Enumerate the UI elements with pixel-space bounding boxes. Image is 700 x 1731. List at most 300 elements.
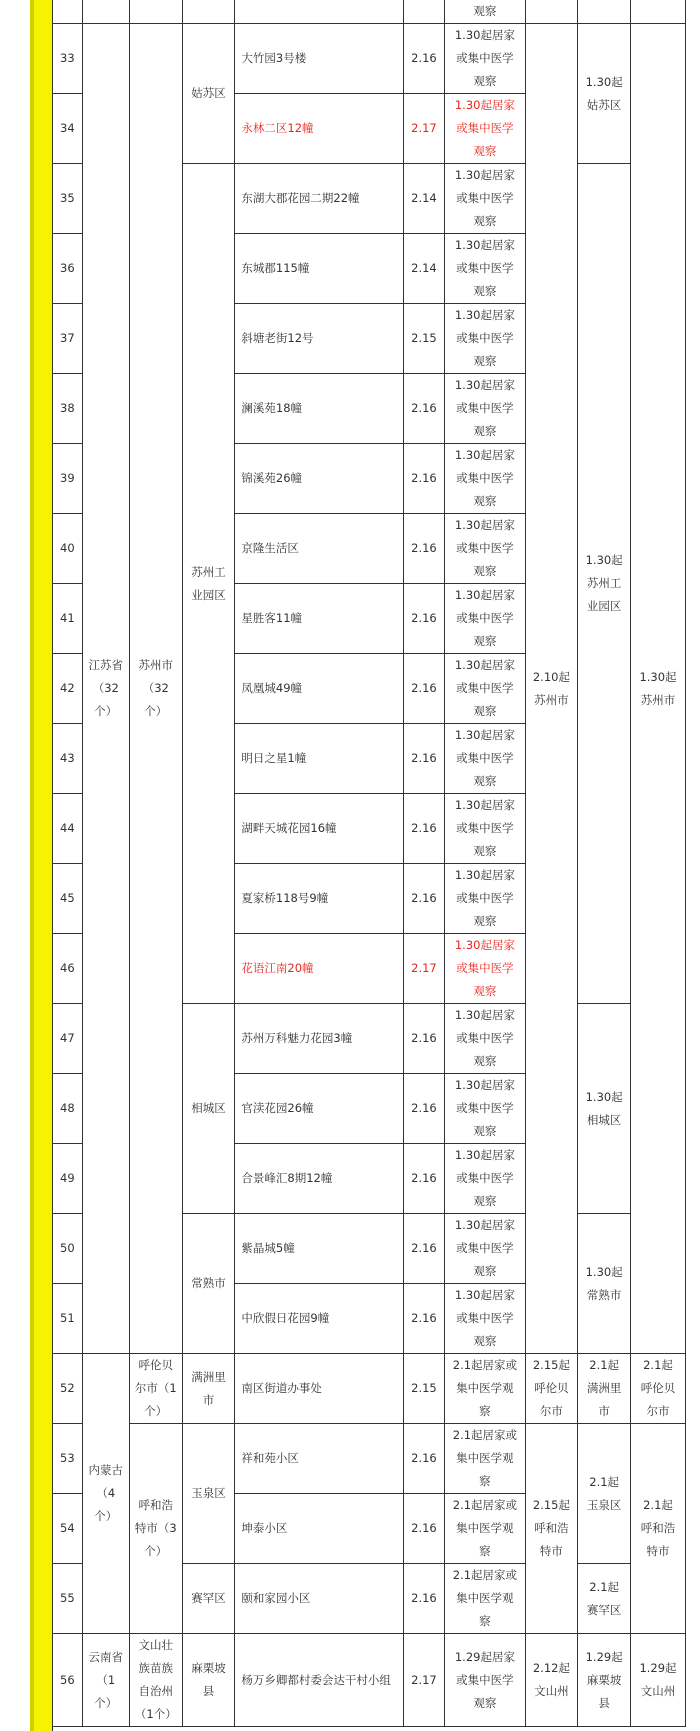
address-cell-text: 合景峰汇8期12幢	[241, 1171, 333, 1185]
observation-cell-text: 2.1起居家或	[452, 1568, 518, 1582]
district-start-cell	[578, 1634, 631, 1727]
observation-cell-text: 1.30起居家	[454, 1148, 515, 1162]
date-cell	[403, 164, 445, 234]
observation-cell-text: 观察	[473, 914, 497, 928]
observation-cell-text: 1.30起居家	[454, 1078, 515, 1092]
date-cell-text: 2.16	[411, 1311, 437, 1325]
row-number-cell-text: 46	[60, 961, 75, 975]
observation-cell	[445, 724, 525, 794]
address-cell	[235, 864, 403, 934]
observation-cell	[445, 654, 525, 724]
district-start-cell-text: 1.29起	[585, 1649, 623, 1664]
district-cell-text: 苏州工	[191, 564, 226, 579]
address-cell	[235, 934, 403, 1004]
address-cell-text: 星胜客11幢	[241, 611, 303, 625]
observation-cell-text: 或集中医学	[456, 541, 514, 555]
district-start-cell-text: 县	[598, 1695, 610, 1710]
district-start-cell-text: 满洲里	[586, 1381, 622, 1395]
date-cell-text: 2.17	[411, 961, 437, 975]
observation-cell	[445, 1074, 525, 1144]
district-start-cell-text: 苏州工	[586, 576, 622, 590]
row-number-cell-text: 44	[60, 821, 75, 835]
observation-cell	[445, 1354, 525, 1424]
province-cell-text: 内蒙古	[88, 1463, 124, 1477]
address-cell	[235, 1214, 403, 1284]
district-start-cell	[578, 1564, 631, 1634]
date-cell-text: 2.16	[411, 471, 437, 485]
city-start-cell	[525, 1634, 578, 1727]
date-cell-text: 2.16	[411, 1591, 437, 1605]
table-row	[53, 1424, 686, 1494]
address-cell	[235, 304, 403, 374]
region-start-cell-text: 苏州市	[640, 692, 676, 707]
row-number-cell-text: 53	[60, 1451, 75, 1465]
row-number-cell	[53, 1634, 83, 1727]
row-number-cell	[53, 234, 83, 304]
address-cell	[235, 94, 403, 164]
observation-cell-text: 或集中医学	[456, 1672, 514, 1687]
province-cell	[82, 1634, 129, 1727]
observation-cell-text: 观察	[473, 1695, 497, 1710]
region-start-cell-text: 2.1起	[643, 1358, 673, 1372]
address-cell-text: 官渎花园26幢	[241, 1101, 314, 1115]
province-cell-text: 江苏省	[88, 658, 124, 672]
date-cell	[403, 24, 445, 94]
city-start-cell-text: 2.12起	[532, 1661, 570, 1675]
observation-cell	[445, 1424, 525, 1494]
row-number-cell	[53, 1354, 83, 1424]
observation-cell-text: 或集中医学	[456, 191, 514, 205]
observation-cell-text: 察	[479, 1614, 491, 1628]
city-cell	[129, 1424, 182, 1634]
row-number-cell	[53, 794, 83, 864]
district-start-cell-text: 业园区	[586, 599, 622, 613]
district-cell-text: 县	[202, 1684, 215, 1698]
district-start-cell-text: 姑苏区	[586, 97, 622, 112]
city-cell-text: 自治州	[138, 1684, 174, 1698]
city-cell-text: 特市（3	[134, 1521, 177, 1535]
observation-cell-text: 观察	[473, 704, 497, 718]
region-start-cell-text: 呼和浩	[640, 1521, 676, 1535]
row-number-cell-text: 55	[60, 1591, 75, 1605]
district-cell	[182, 24, 235, 164]
observation-cell	[445, 304, 525, 374]
district-start-cell-text: 2.1起	[589, 1358, 620, 1372]
district-cell-text: 满洲里	[191, 1369, 226, 1384]
province-cell-text: （1	[96, 1672, 116, 1687]
observation-cell-text: 观察	[473, 774, 497, 788]
row-number-cell-text: 48	[60, 1101, 75, 1115]
row-number-cell	[53, 164, 83, 234]
district-cell-text: 市	[202, 1392, 215, 1407]
observation-cell-text: 观察	[473, 1054, 497, 1068]
district-start-cell-text: 市	[598, 1404, 610, 1418]
row-number-cell	[53, 654, 83, 724]
row-number-cell	[53, 1564, 83, 1634]
observation-cell	[445, 94, 525, 164]
address-cell-text: 南区街道办事处	[241, 1381, 322, 1395]
address-cell	[235, 794, 403, 864]
city-cell-text: 呼伦贝	[138, 1358, 174, 1372]
row-number-cell	[53, 94, 83, 164]
observation-cell-text: 1.29起居家	[454, 1649, 515, 1664]
city-start-cell-text: 2.15起	[532, 1498, 570, 1512]
date-cell	[403, 304, 445, 374]
region-start-cell	[631, 24, 686, 1354]
address-cell-text: 东城郡115幢	[241, 261, 310, 275]
row-number-cell-text: 47	[60, 1031, 75, 1045]
address-cell	[235, 234, 403, 304]
province-cell-text: 个）	[94, 1695, 118, 1710]
district-start-cell-text: 2.1起	[589, 1474, 620, 1489]
observation-cell-text: 观察	[473, 74, 497, 88]
row-number-cell	[53, 1424, 83, 1494]
date-cell-text: 2.17	[411, 121, 437, 135]
region-start-cell-text: 尔市	[646, 1404, 670, 1418]
district-start-cell-text: 赛罕区	[586, 1602, 622, 1617]
date-cell	[403, 1564, 445, 1634]
address-cell	[235, 1424, 403, 1494]
observation-cell-text: 观察	[473, 144, 497, 158]
city-cell-text: 个）	[144, 704, 168, 718]
row-number-cell	[53, 864, 83, 934]
city-cell-text: 族苗族	[138, 1661, 174, 1675]
observation-cell-text: 或集中医学	[456, 1171, 514, 1185]
row-number-cell	[53, 584, 83, 654]
row-number-cell	[53, 1074, 83, 1144]
date-cell-text: 2.16	[411, 1031, 437, 1045]
observation-cell	[445, 864, 525, 934]
city-cell	[129, 1354, 182, 1424]
date-cell-text: 2.16	[411, 401, 437, 415]
province-cell-text: 个）	[94, 1509, 118, 1523]
row-number-cell-text: 54	[60, 1521, 75, 1535]
city-cell-text: （1个）	[134, 1707, 177, 1721]
address-cell-text: 京隆生活区	[241, 541, 299, 555]
observation-cell-text: 1.30起居家	[454, 798, 515, 812]
date-cell	[403, 584, 445, 654]
date-cell	[403, 794, 445, 864]
observation-cell	[445, 1004, 525, 1074]
date-cell	[403, 654, 445, 724]
observation-cell-text: 或集中医学	[456, 1031, 514, 1045]
observation-cell-text: 观察	[473, 284, 497, 298]
observation-cell	[445, 934, 525, 1004]
table-row	[53, 0, 686, 24]
observation-cell	[445, 514, 525, 584]
observation-cell-text: 或集中医学	[456, 331, 514, 345]
city-cell	[129, 24, 182, 1354]
city-cell-text: 尔市（1	[134, 1381, 177, 1395]
date-cell	[403, 1354, 445, 1424]
yellow-margin-stripe	[34, 0, 53, 1731]
observation-cell	[445, 1634, 525, 1727]
observation-cell	[445, 234, 525, 304]
date-cell-text: 2.15	[411, 1381, 437, 1395]
row-number-cell	[53, 0, 83, 24]
address-cell-text: 夏家桥118号9幢	[241, 891, 329, 905]
date-cell	[403, 1424, 445, 1494]
address-cell	[235, 24, 403, 94]
observation-cell-text: 1.30起居家	[454, 1008, 515, 1022]
row-number-cell	[53, 1494, 83, 1564]
city-start-cell	[525, 0, 578, 24]
city-cell	[129, 0, 182, 24]
district-start-cell	[578, 1214, 631, 1354]
district-start-cell-text: 1.30起	[585, 1089, 623, 1104]
address-cell-text: 东湖大郡花园二期22幢	[241, 191, 360, 205]
observation-cell	[445, 164, 525, 234]
date-cell	[403, 374, 445, 444]
observation-cell-text: 1.30起居家	[454, 98, 515, 112]
district-cell	[182, 1424, 235, 1564]
observation-cell-text: 或集中医学	[456, 751, 514, 765]
observation-cell-text: 或集中医学	[456, 611, 514, 625]
observation-cell-text: 或集中医学	[456, 961, 514, 975]
address-cell	[235, 1074, 403, 1144]
date-cell-text: 2.16	[411, 1451, 437, 1465]
observation-cell-text: 察	[479, 1544, 491, 1558]
row-number-cell-text: 38	[60, 401, 75, 415]
observation-cell-text: 1.30起居家	[454, 378, 515, 392]
observation-cell	[445, 1564, 525, 1634]
address-cell	[235, 1004, 403, 1074]
address-cell	[235, 1144, 403, 1214]
observation-cell-text: 或集中医学	[456, 1101, 514, 1115]
date-cell	[403, 234, 445, 304]
city-cell-text: 个）	[144, 1404, 168, 1418]
row-number-cell-text: 33	[60, 51, 75, 65]
observation-cell-text: 观察	[473, 4, 497, 18]
region-start-cell-text: 特市	[646, 1544, 670, 1558]
city-start-cell-text: 呼伦贝	[534, 1381, 569, 1395]
address-cell-text: 苏州万科魅力花园3幢	[241, 1031, 353, 1045]
district-cell-text: 麻栗坡	[191, 1661, 226, 1675]
city-start-cell	[525, 1424, 578, 1634]
row-number-cell	[53, 444, 83, 514]
observation-cell-text: 察	[479, 1404, 491, 1418]
row-number-cell-text: 35	[60, 191, 75, 205]
row-number-cell	[53, 304, 83, 374]
row-number-cell-text: 40	[60, 541, 75, 555]
city-start-cell-text: 2.15起	[532, 1358, 570, 1372]
observation-cell-text: 或集中医学	[456, 891, 514, 905]
address-cell	[235, 724, 403, 794]
address-cell-text: 凤凰城49幢	[241, 681, 303, 695]
city-start-cell	[525, 24, 578, 1354]
observation-cell-text: 观察	[473, 844, 497, 858]
district-start-cell	[578, 1354, 631, 1424]
date-cell-text: 2.14	[411, 261, 437, 275]
row-number-cell	[53, 934, 83, 1004]
observation-cell-text: 观察	[473, 354, 497, 368]
address-cell	[235, 1354, 403, 1424]
address-cell-text: 大竹园3号楼	[241, 51, 307, 65]
row-number-cell	[53, 24, 83, 94]
row-number-cell	[53, 374, 83, 444]
district-cell	[182, 1634, 235, 1727]
address-cell-text: 永林二区12幢	[241, 121, 314, 135]
date-cell	[403, 1074, 445, 1144]
district-cell-text: 玉泉区	[191, 1486, 226, 1500]
date-cell-text: 2.14	[411, 191, 437, 205]
district-start-cell-text: 1.30起	[585, 553, 623, 567]
observation-cell	[445, 1144, 525, 1214]
row-number-cell-text: 49	[60, 1171, 75, 1185]
date-cell-text: 2.16	[411, 751, 437, 765]
district-cell-text: 常熟市	[191, 1276, 226, 1290]
observation-cell	[445, 794, 525, 864]
observation-cell-text: 1.30起居家	[454, 1218, 515, 1232]
date-cell-text: 2.15	[411, 331, 437, 345]
region-start-cell-text: 2.1起	[643, 1498, 673, 1512]
observation-cell-text: 观察	[473, 1264, 497, 1278]
district-start-cell	[578, 1424, 631, 1564]
row-number-cell-text: 34	[60, 121, 75, 135]
row-number-cell-text: 42	[60, 681, 75, 695]
observation-cell-text: 观察	[473, 564, 497, 578]
row-number-cell-text: 41	[60, 611, 75, 625]
address-cell	[235, 1494, 403, 1564]
row-number-cell	[53, 1284, 83, 1354]
address-cell-text: 澜溪苑18幢	[241, 401, 303, 415]
observation-cell-text: 或集中医学	[456, 51, 514, 65]
district-start-cell-text: 麻栗坡	[586, 1672, 622, 1687]
address-cell	[235, 164, 403, 234]
table-row	[53, 1354, 686, 1424]
observation-cell-text: 集中医学观	[456, 1591, 514, 1605]
city-start-cell-text: 尔市	[539, 1404, 563, 1418]
address-cell-text: 紫晶城5幢	[241, 1241, 295, 1255]
region-start-cell	[631, 1424, 686, 1634]
date-cell-text: 2.16	[411, 1101, 437, 1115]
observation-cell-text: 1.30起居家	[454, 518, 515, 532]
region-start-cell-text: 文山州	[640, 1684, 676, 1698]
observation-cell-text: 或集中医学	[456, 401, 514, 415]
observation-cell-text: 集中医学观	[456, 1451, 514, 1465]
region-start-cell-text: 1.29起	[639, 1661, 677, 1675]
date-cell	[403, 514, 445, 584]
risk-area-table	[52, 0, 686, 1727]
address-cell	[235, 0, 403, 24]
observation-cell-text: 1.30起居家	[454, 938, 515, 952]
observation-cell-text: 1.30起居家	[454, 728, 515, 742]
province-cell-text: （4	[96, 1486, 116, 1500]
date-cell	[403, 934, 445, 1004]
province-cell	[82, 24, 129, 1354]
city-cell-text: （32	[142, 681, 169, 695]
date-cell	[403, 864, 445, 934]
region-start-cell	[631, 0, 686, 24]
district-start-cell	[578, 24, 631, 164]
observation-cell-text: 或集中医学	[456, 261, 514, 275]
observation-cell-text: 观察	[473, 1194, 497, 1208]
observation-cell	[445, 1494, 525, 1564]
observation-cell-text: 1.30起居家	[454, 448, 515, 462]
observation-cell-text: 1.30起居家	[454, 238, 515, 252]
address-cell	[235, 654, 403, 724]
city-start-cell	[525, 1354, 578, 1424]
city-start-cell-text: 2.10起	[532, 669, 570, 684]
address-cell	[235, 1634, 403, 1727]
address-cell-text: 锦溪苑26幢	[241, 471, 303, 485]
observation-cell-text: 观察	[473, 494, 497, 508]
district-start-cell-text: 相城区	[586, 1112, 622, 1127]
observation-cell	[445, 1284, 525, 1354]
row-number-cell-text: 50	[60, 1241, 75, 1255]
district-cell	[182, 1354, 235, 1424]
row-number-cell	[53, 1144, 83, 1214]
date-cell-text: 2.16	[411, 1241, 437, 1255]
observation-cell-text: 观察	[473, 1124, 497, 1138]
district-start-cell-text: 常熟市	[586, 1287, 622, 1302]
observation-cell-text: 或集中医学	[456, 1311, 514, 1325]
observation-cell-text: 1.30起居家	[454, 588, 515, 602]
observation-cell	[445, 24, 525, 94]
province-cell	[82, 1354, 129, 1634]
address-cell-text: 杨万乡卿都村委会达干村小组	[241, 1672, 391, 1687]
address-cell-text: 斜塘老街12号	[241, 331, 314, 345]
region-start-cell-text: 呼伦贝	[640, 1381, 676, 1395]
observation-cell-text: 或集中医学	[456, 681, 514, 695]
address-cell	[235, 514, 403, 584]
observation-cell-text: 或集中医学	[456, 1241, 514, 1255]
city-start-cell-text: 特市	[539, 1544, 563, 1558]
district-cell-text: 赛罕区	[191, 1591, 226, 1605]
district-start-cell-text: 玉泉区	[586, 1497, 622, 1512]
observation-cell-text: 或集中医学	[456, 471, 514, 485]
district-cell	[182, 164, 235, 1004]
province-cell-text: （32	[92, 681, 119, 695]
observation-cell	[445, 0, 525, 24]
observation-cell-text: 1.30起居家	[454, 1288, 515, 1302]
observation-cell-text: 1.30起居家	[454, 868, 515, 882]
district-cell	[182, 1564, 235, 1634]
date-cell-text: 2.16	[411, 51, 437, 65]
row-number-cell	[53, 1214, 83, 1284]
date-cell-text: 2.16	[411, 1521, 437, 1535]
city-cell-text: 个）	[144, 1544, 168, 1558]
province-cell-text: 云南省	[88, 1649, 124, 1664]
date-cell-text: 2.17	[411, 1672, 437, 1687]
observation-cell-text: 观察	[473, 1334, 497, 1348]
observation-cell-text: 1.30起居家	[454, 658, 515, 672]
date-cell	[403, 94, 445, 164]
address-cell	[235, 1564, 403, 1634]
observation-cell-text: 观察	[473, 984, 497, 998]
district-start-cell	[578, 164, 631, 1004]
row-number-cell-text: 45	[60, 891, 75, 905]
city-start-cell-text: 文山州	[534, 1684, 569, 1698]
address-cell-text: 祥和苑小区	[241, 1451, 299, 1465]
address-cell	[235, 584, 403, 654]
date-cell-text: 2.16	[411, 681, 437, 695]
observation-cell-text: 或集中医学	[456, 821, 514, 835]
address-cell	[235, 444, 403, 514]
date-cell	[403, 1214, 445, 1284]
row-number-cell-text: 36	[60, 261, 75, 275]
city-start-cell-text: 呼和浩	[534, 1521, 569, 1535]
observation-cell-text: 察	[479, 1474, 491, 1488]
region-start-cell	[631, 1354, 686, 1424]
observation-cell-text: 1.30起居家	[454, 168, 515, 182]
address-cell-text: 湖畔天城花园16幢	[241, 821, 337, 835]
observation-cell	[445, 1214, 525, 1284]
address-cell	[235, 1284, 403, 1354]
observation-cell	[445, 374, 525, 444]
date-cell	[403, 444, 445, 514]
address-cell-text: 坤泰小区	[241, 1521, 288, 1535]
